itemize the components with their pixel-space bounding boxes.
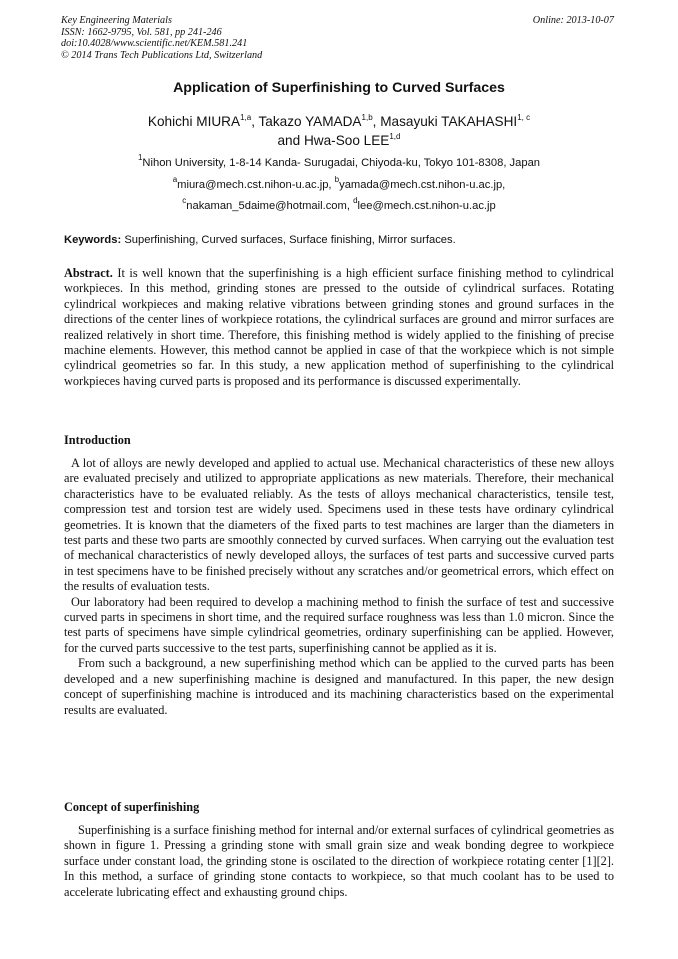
section-heading-introduction: Introduction: [64, 433, 131, 447]
journal-header: [61, 15, 262, 61]
abstract: [64, 266, 614, 389]
doi-line: doi:10.4028/www.scientific.net/KEM.581.241: [61, 38, 248, 50]
email-link[interactable]: nakaman_5daime@hotmail.com,: [186, 200, 350, 212]
keywords-text: Superfinishing, Curved surfaces, Surface finishing, Mirror surfaces.: [124, 234, 456, 246]
author-name: Masayuki TAKAHASHI: [380, 114, 518, 129]
affiliation-address: [0, 153, 678, 169]
affiliation-emails-line2: [0, 196, 678, 212]
email-marker: c: [182, 196, 187, 205]
author-name: Kohichi MIURA: [147, 114, 241, 129]
section-heading-concept: Concept of superfinishing: [64, 800, 200, 814]
author-conjunction: and: [277, 133, 301, 148]
author-affiliation-marker: 1,d: [389, 132, 401, 141]
author-name: Hwa-Soo LEE: [303, 133, 390, 148]
affiliation-marker: 1: [137, 153, 143, 162]
journal-name: Key Engineering Materials: [61, 15, 172, 26]
email-marker: a: [172, 175, 178, 184]
author-list: Kohichi MIURA$^{1,a}$, Takazo YAMADA$^{1,b}$, Masayuki TAKAHASHI$^{1, c}$ and Hwa-Soo LEE$^{1,d}$: [147, 113, 531, 148]
author-affiliation-marker: 1, c: [517, 113, 531, 122]
paragraph: Superfinishing is a surface finishing method for internal and/or external surfaces of cylindrical geometries as shown in figure 1. Pressing a grinding stone with small grain size and weak bonding degree to workpiece surface under constant load, the grinding stone is oscilated to the direction of workpiece rotating center [1][2]. In this method, a surface of grinding stone contacts to workpiece, so that much coolant has to be used to accelerate lubricating effect and exhausting ground chips.: [64, 823, 614, 899]
copyright-line: © 2014 Trans Tech Publications Ltd, Switzerland: [61, 49, 263, 61]
paragraph: From such a background, a new superfinishing method which can be applied to the curved parts has been developed and a new superfinishing machine is designed and manufactured. In this paper, the new design concept of superfinishing machine is introduced and its machining characteristics based on the experimental results are evaluated.: [64, 656, 614, 717]
paragraph: A lot of alloys are newly developed and applied to actual use. Mechanical characteristics of these new alloys are evaluated precisely and utilized to appropriate applications as new materials. Therefore, their mechanical characteristics have to be evaluated reliably. As the tests of alloys mechanical characteristics, tensile test, compression test and torsion test are widely used. Specimens used in these tests have ordinary cylindrical geometries. It is known that the diameters of the fixed parts to test machines are larger than the diameters in test parts and these two parts are smoothly connected by curved surfaces. When carrying out the evaluation test of mechanical characteristics of newly developed alloys, the surfaces of test parts and successive curved parts in test specimens have to be finished precisely without any scratches and/or geometrical errors, which effect on the results of evaluation tests.: [64, 456, 614, 594]
keywords-label: Keywords:: [64, 234, 122, 246]
issn-line: ISSN: 1662-9795, Vol. 581, pp 241-246: [61, 26, 222, 38]
affiliation-emails-line1: [0, 175, 678, 191]
abstract-text: It is well known that the superfinishing is a high efficient surface finishing method to cylindrical workpieces. In this method, grinding stones are pressed to the outside of cylindrical surfaces. Rotating cylindrical workpieces and making relative vibrations between grinding stones and ground surfaces in the directions of the center lines of workpiece rotations, the cylindrical surfaces are ground and mirror surfaces are realized relatively in short time. Therefore, this finishing method is widely applied to the finishing of precise machine elements. However, this method cannot be applied in case of that the workpiece which is not simple cylindrical geometries so far. In this study, a new application method of superfinishing to the cylindrical workpieces having curved parts is proposed and its performance is discussed experimentally.: [64, 266, 614, 388]
email-link[interactable]: lee@mech.cst.nihon-u.ac.jp: [357, 200, 496, 212]
abstract-label: Abstract.: [64, 266, 113, 280]
online-date: Online: 2013-10-07: [532, 15, 614, 26]
introduction-body: [64, 456, 614, 718]
author-affiliation-marker: 1,a: [240, 113, 252, 122]
author-affiliation-marker: 1,b: [361, 113, 373, 122]
email-link[interactable]: yamada@mech.cst.nihon-u.ac.jp,: [339, 179, 506, 191]
email-marker: d: [353, 196, 358, 205]
email-marker: b: [334, 175, 340, 184]
keywords: [64, 234, 624, 246]
email-link[interactable]: miura@mech.cst.nihon-u.ac.jp,: [177, 179, 332, 191]
author-name: Takazo YAMADA: [258, 114, 362, 129]
paragraph: Our laboratory had been required to develop a machining method to finish the surface of test and successive curved parts in specimens in short time, and the required surface roughness was less than 1.0 micron. Since the test parts of specimens have simple cylindrical geometries, ordinary superfinishing can be applied. However, for the curved parts successive to the test parts, superfinishing cannot be applied as it is.: [64, 594, 614, 655]
concept-body: [64, 823, 614, 900]
address-text: Nihon University, 1-8-14 Kanda- Surugadai, Chiyoda-ku, Tokyo 101-8308, Japan: [142, 157, 541, 169]
paper-title: Application of Superfinishing to Curved Surfaces: [173, 80, 505, 96]
